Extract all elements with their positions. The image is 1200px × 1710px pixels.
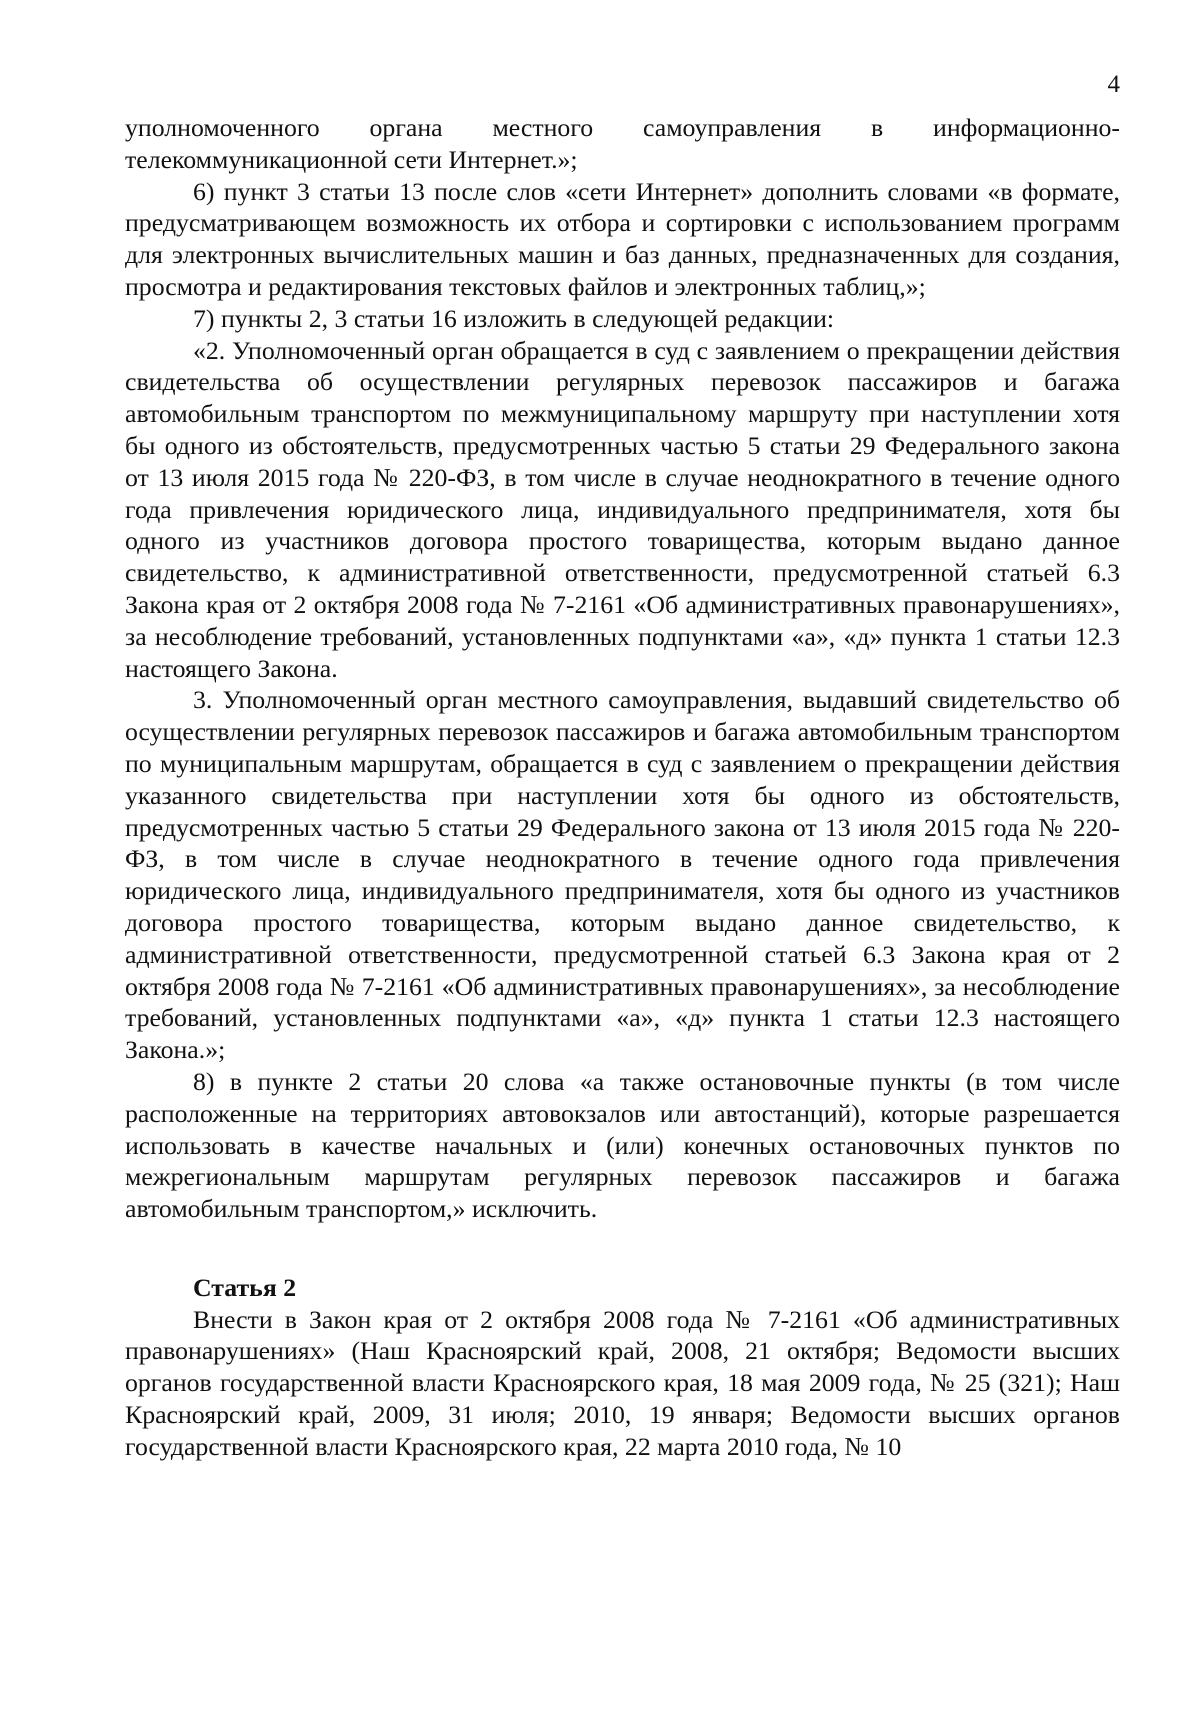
paragraph-item-7: 7) пункты 2, 3 статьи 16 изложить в следующей редакции: — [193, 303, 835, 333]
paragraph-continuation: уполномоченного органа местного самоуправления в информационно-телекоммуникационной сети Интернет.»; — [125, 113, 1120, 174]
document-body — [125, 112, 1120, 1463]
paragraph-item-6: 6) пункт 3 статьи 13 после слов «сети Интернет» дополнить словами «в формате, предусматривающем возможность их отбора и сортировки с использованием программ для электронных вычислительных машин и баз данных, предназначенных для создания, просмотра и редактирования текстовых файлов и электронных таблиц,»; — [125, 176, 1120, 301]
paragraph-item-8: 8) в пункте 2 статьи 20 слова «а также остановочные пункты (в том числе расположенные на территориях автовокзалов или автостанций), которые разрешается использовать в качестве начальных и (или) конечных остановочных пунктов по межрегиональным маршрутам регулярных перевозок пассажиров и багажа автомобильным транспортом,» исключить. — [125, 1066, 1120, 1224]
paragraph-clause-2: «2. Уполномоченный орган обращается в суд с заявлением о прекращении действия свидетельства об осуществлении регулярных перевозок пассажиров и багажа автомобильным транспортом по межмуниципальному маршруту при наступлении хотя бы одного из обстоятельств, предусмотренных частью 5 статьи 29 Федерального закона от 13 июля 2015 года № 220-ФЗ, в том числе в случае неоднократного в течение одного года привлечения юридического лица, индивидуального предпринимателя, хотя бы одного из участников договора простого товарищества, которым выдано данное свидетельство, к административной ответственности, предусмотренной статьей 6.3 Закона края от 2 октября 2008 года № 7-2161 «Об административных правонарушениях», за несоблюдение требований, установленных подпунктами «а», «д» пункта 1 статьи 12.3 настоящего Закона. — [125, 335, 1120, 683]
article-text: Внести в Закон края от 2 октября 2008 года № 7-2161 «Об административных правонарушениях» (Наш Красноярский край, 2008, 21 октября; Ведомости высших органов государственной власти Красноярского края, 18 мая 2009 года, № 25 (321); Наш Красноярский край, 2009, 31 июля; 2010, 19 января; Ведомости высших органов государственной власти Красноярского края, 22 марта 2010 года, № 10 — [125, 1304, 1120, 1461]
page-number: 4 — [1107, 71, 1120, 98]
article-heading: Статья 2 — [193, 1272, 297, 1302]
paragraph-clause-3: 3. Уполномоченный орган местного самоуправления, выдавший свидетельство об осуществлении регулярных перевозок пассажиров и багажа автомобильным транспортом по муниципальным маршрутам, обращается в суд с заявлением о прекращении действия указанного свидетельства при наступлении хотя бы одного из обстоятельств, предусмотренных частью 5 статьи 29 Федерального закона от 13 июля 2015 года № 220-ФЗ, в том числе в случае неоднократного в течение одного года привлечения юридического лица, индивидуального предпринимателя, хотя бы одного из участников договора простого товарищества, которым выдано данное свидетельство, к административной ответственности, предусмотренной статьей 6.3 Закона края от 2 октября 2008 года № 7-2161 «Об административных правонарушениях», за несоблюдение требований, установленных подпунктами «а», «д» пункта 1 статьи 12.3 настоящего Закона.»; — [125, 685, 1120, 1065]
